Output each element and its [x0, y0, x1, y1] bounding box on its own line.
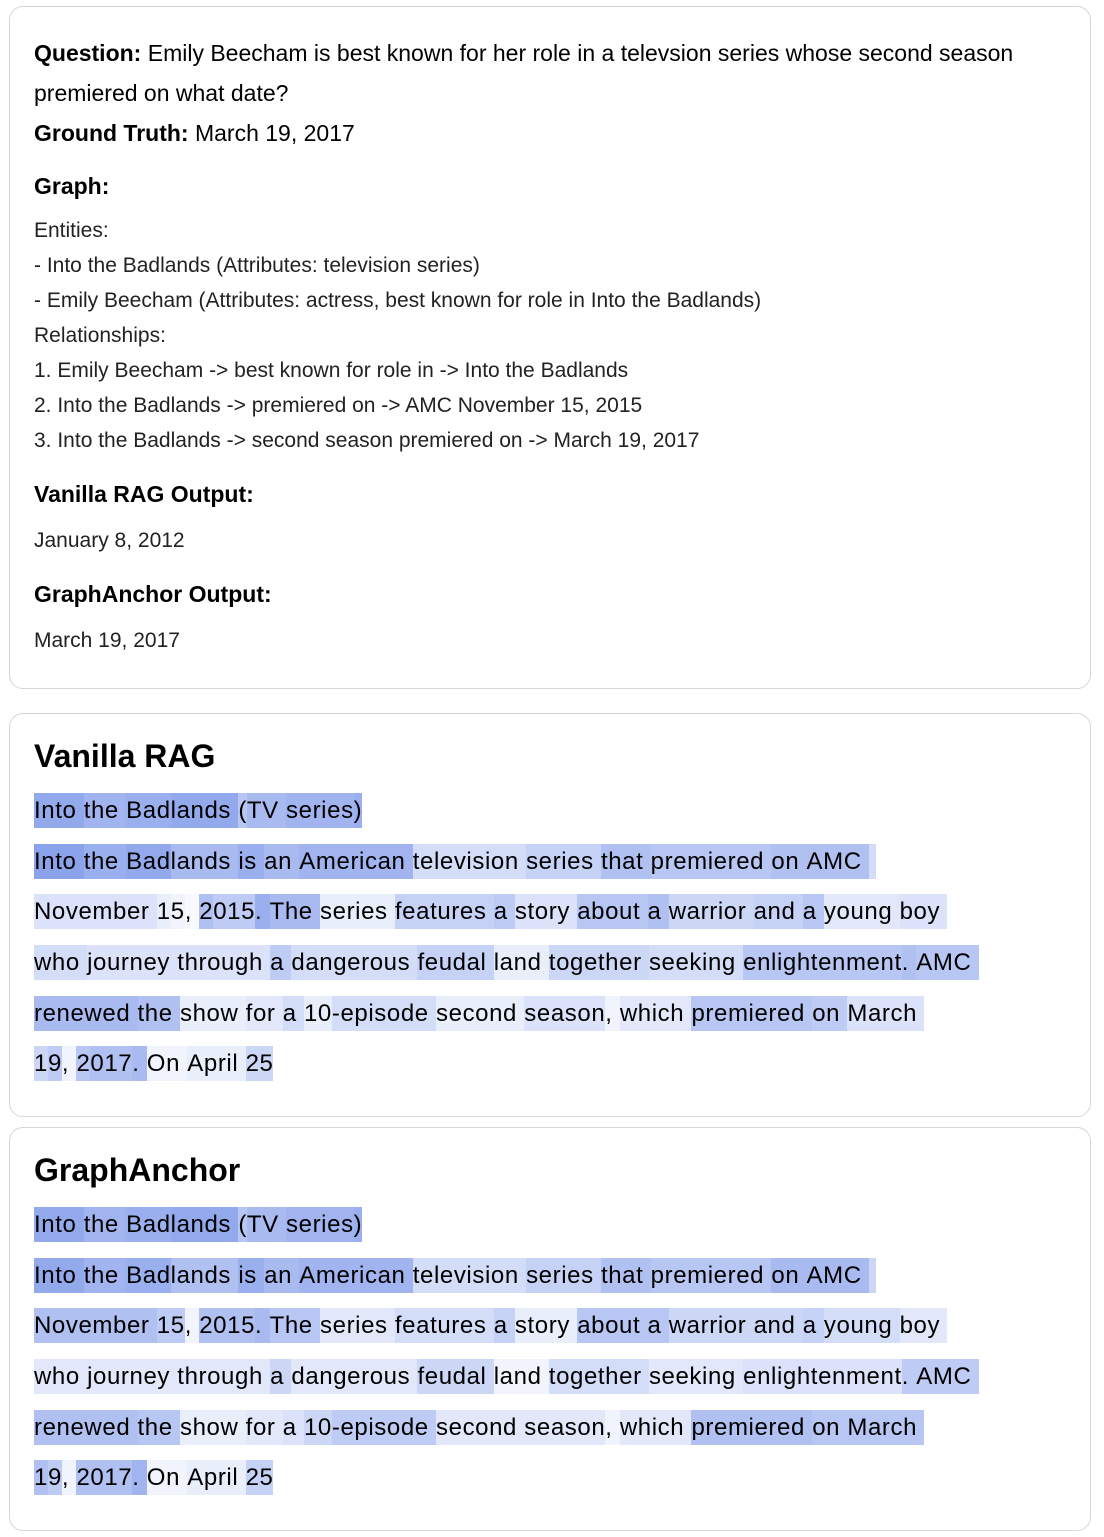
- heatmap-token: Into: [34, 1258, 84, 1293]
- heatmap-token: -episode: [332, 1410, 436, 1445]
- graph-line: - Into the Badlands (Attributes: television series): [34, 254, 480, 277]
- heatmap-token: ,: [185, 894, 200, 929]
- question-row: [34, 33, 1074, 113]
- heatmap-token: who: [34, 945, 87, 980]
- heatmap-token: enlightenment: [743, 1359, 902, 1394]
- heatmap-token: lands: [171, 1258, 239, 1293]
- heatmap-token: Bad: [126, 844, 171, 879]
- info-content: [34, 33, 1074, 656]
- heatmap-token: The: [270, 894, 320, 929]
- heatmap-token: -episode: [332, 996, 436, 1031]
- heatmap-token: 2: [76, 1046, 90, 1081]
- heatmap-token: and: [754, 1308, 803, 1343]
- heatmap-line: [34, 1460, 1079, 1511]
- heatmap-token: 25: [246, 1460, 274, 1495]
- heatmap-token: ,: [62, 1460, 77, 1495]
- heatmap-token: American: [299, 844, 412, 879]
- heatmap-token: series: [526, 844, 601, 879]
- heatmap-line: [34, 1046, 1079, 1097]
- heatmap-token: a: [803, 894, 824, 929]
- heatmap-token: 1: [34, 1046, 48, 1081]
- heatmap-token: 1: [157, 894, 171, 929]
- heatmap-token: the: [138, 996, 180, 1031]
- heatmap-token: through: [177, 945, 270, 980]
- heatmap-token: second: [436, 996, 524, 1031]
- heatmap-line: [34, 1359, 1079, 1410]
- heatmap-token: April: [187, 1460, 245, 1495]
- vanilla-rag-heatmap: [34, 793, 1079, 1097]
- heatmap-token: 2017: [76, 1460, 132, 1495]
- graphanchor-heatmap: [34, 1207, 1079, 1511]
- graphanchor-output-heading: GraphAnchor Output:: [34, 581, 272, 607]
- heatmap-token: TV: [247, 1207, 286, 1242]
- heatmap-token: Into: [34, 793, 84, 828]
- heatmap-token: dangerous: [291, 945, 417, 980]
- heatmap-token: journey: [87, 1359, 177, 1394]
- heatmap-token: .: [255, 1308, 270, 1343]
- question-text: Emily Beecham is best known for her role in a televsion series whose second season premiered on what date?: [34, 40, 1014, 106]
- vanilla-rag-card: [9, 713, 1091, 1117]
- heatmap-line: [34, 1308, 1079, 1359]
- heatmap-token: the: [84, 844, 126, 879]
- heatmap-token: 017: [90, 1046, 132, 1081]
- heatmap-token: TV: [247, 793, 286, 828]
- heatmap-token: Into: [34, 1207, 84, 1242]
- heatmap-token: story: [515, 894, 577, 929]
- vanilla-output-heading: Vanilla RAG Output:: [34, 481, 254, 507]
- heatmap-token: the: [84, 1258, 126, 1293]
- heatmap-token: dangerous: [291, 1359, 417, 1394]
- heatmap-token: Bad: [126, 1207, 171, 1242]
- heatmap-token: a: [283, 1410, 304, 1445]
- heatmap-token: renewed: [34, 996, 138, 1031]
- heatmap-token: ,: [605, 1410, 620, 1445]
- heatmap-token: March: [847, 1410, 924, 1445]
- heatmap-token: ): [354, 793, 363, 828]
- heatmap-token: .: [902, 1359, 917, 1394]
- heatmap-line: [34, 1258, 1079, 1309]
- heatmap-token: ,: [605, 996, 620, 1031]
- heatmap-token: the: [84, 1207, 126, 1242]
- heatmap-token: 2: [199, 894, 213, 929]
- heatmap-token: .: [255, 894, 270, 929]
- heatmap-token: that: [601, 1258, 651, 1293]
- heatmap-token: that: [601, 844, 651, 879]
- heatmap-token: The: [270, 1308, 320, 1343]
- ground-truth-row: [34, 113, 1074, 153]
- heatmap-token: 2015: [199, 1308, 255, 1343]
- graphanchor-card: [9, 1127, 1091, 1531]
- heatmap-token: AMC: [916, 945, 978, 980]
- heatmap-token: the: [138, 1410, 180, 1445]
- graph-line: - Emily Beecham (Attributes: actress, best known for role in Into the Badlands): [34, 289, 762, 312]
- heatmap-token: feudal: [417, 1359, 493, 1394]
- heatmap-line: [34, 1410, 1079, 1461]
- ground-truth-label: Ground Truth:: [34, 120, 189, 146]
- heatmap-token: [869, 1258, 876, 1293]
- heatmap-token: ,: [62, 1046, 77, 1081]
- heatmap-token: AMC: [807, 844, 869, 879]
- heatmap-token: boy: [900, 1308, 948, 1343]
- heatmap-token: Bad: [126, 793, 171, 828]
- heatmap-token: television: [413, 1258, 526, 1293]
- heatmap-token: lands: [171, 844, 239, 879]
- heatmap-token: together: [549, 1359, 649, 1394]
- heatmap-token: on: [771, 844, 806, 879]
- heatmap-token: is: [238, 1258, 264, 1293]
- graphanchor-title: GraphAnchor: [34, 1152, 241, 1188]
- heatmap-token: series: [286, 793, 354, 828]
- graphanchor-output-value: March 19, 2017: [34, 629, 180, 652]
- vanilla-output-value: January 8, 2012: [34, 529, 185, 552]
- heatmap-token: 10: [304, 996, 332, 1031]
- graph-line: Relationships:: [34, 324, 166, 347]
- graph-heading: Graph:: [34, 173, 110, 199]
- heatmap-token: 015: [213, 894, 255, 929]
- heatmap-token: on: [771, 1258, 806, 1293]
- heatmap-token: feudal: [417, 945, 493, 980]
- heatmap-token: second: [436, 1410, 524, 1445]
- heatmap-token: Into: [34, 844, 84, 879]
- heatmap-token: a: [270, 1359, 291, 1394]
- heatmap-token: .: [902, 945, 917, 980]
- heatmap-token: on: [812, 1410, 847, 1445]
- heatmap-token: which: [620, 996, 692, 1031]
- heatmap-token: for: [246, 1410, 283, 1445]
- question-label: Question:: [34, 40, 142, 66]
- info-card: [9, 6, 1091, 689]
- heatmap-token: April: [187, 1046, 245, 1081]
- heatmap-token: AMC: [807, 1258, 869, 1293]
- heatmap-token: 1: [34, 1460, 48, 1495]
- heatmap-token: a: [803, 1308, 824, 1343]
- heatmap-token: and: [754, 894, 803, 929]
- heatmap-token: enlightenment: [743, 945, 902, 980]
- heatmap-token: about: [577, 1308, 647, 1343]
- heatmap-token: boy: [900, 894, 948, 929]
- heatmap-token: for: [246, 996, 283, 1031]
- heatmap-token: lands: [171, 1207, 239, 1242]
- heatmap-token: which: [620, 1410, 692, 1445]
- heatmap-token: warrior: [669, 1308, 754, 1343]
- heatmap-token: land: [494, 945, 549, 980]
- heatmap-line: [34, 996, 1079, 1047]
- heatmap-token: a: [494, 894, 515, 929]
- heatmap-token: .: [132, 1046, 147, 1081]
- heatmap-token: television: [413, 844, 526, 879]
- heatmap-token: (: [238, 793, 247, 828]
- heatmap-token: (: [238, 1207, 247, 1242]
- graph-line: 1. Emily Beecham -> best known for role in -> Into the Badlands: [34, 359, 629, 382]
- heatmap-token: March: [847, 996, 924, 1031]
- ground-truth-text: March 19, 2017: [194, 120, 355, 146]
- heatmap-token: November: [34, 894, 157, 929]
- heatmap-token: premiered: [691, 1410, 812, 1445]
- heatmap-token: show: [180, 1410, 246, 1445]
- heatmap-token: a: [283, 996, 304, 1031]
- heatmap-token: warrior: [669, 894, 754, 929]
- heatmap-token: journey: [87, 945, 177, 980]
- heatmap-token: ,: [185, 1308, 200, 1343]
- heatmap-token: 9: [48, 1460, 62, 1495]
- graph-lines: [34, 213, 1074, 458]
- heatmap-token: is: [238, 844, 264, 879]
- heatmap-token: 10: [304, 1410, 332, 1445]
- heatmap-token: .: [132, 1460, 147, 1495]
- vanilla-rag-title: Vanilla RAG: [34, 738, 216, 774]
- heatmap-token: land: [494, 1359, 549, 1394]
- heatmap-line: [34, 894, 1079, 945]
- heatmap-token: American: [299, 1258, 412, 1293]
- heatmap-line: [34, 945, 1079, 996]
- heatmap-token: an: [264, 844, 299, 879]
- heatmap-token: seeking: [649, 1359, 743, 1394]
- heatmap-token: features: [395, 894, 494, 929]
- heatmap-token: lands: [171, 793, 239, 828]
- heatmap-token: November: [34, 1308, 157, 1343]
- heatmap-token: young: [824, 1308, 900, 1343]
- heatmap-token: 5: [171, 894, 185, 929]
- heatmap-token: 15: [157, 1308, 185, 1343]
- heatmap-token: seeking: [649, 945, 743, 980]
- heatmap-token: series: [526, 1258, 601, 1293]
- graph-line: 3. Into the Badlands -> second season premiered on -> March 19, 2017: [34, 429, 700, 452]
- heatmap-token: ): [354, 1207, 363, 1242]
- heatmap-token: who: [34, 1359, 87, 1394]
- graph-line: 2. Into the Badlands -> premiered on -> AMC November 15, 2015: [34, 394, 643, 417]
- heatmap-token: young: [824, 894, 900, 929]
- heatmap-line: [34, 844, 1079, 895]
- heatmap-token: On: [147, 1046, 187, 1081]
- heatmap-token: story: [515, 1308, 577, 1343]
- heatmap-token: series: [286, 1207, 354, 1242]
- heatmap-token: [869, 844, 876, 879]
- heatmap-token: series: [320, 1308, 395, 1343]
- heatmap-line: [34, 793, 1079, 844]
- heatmap-token: On: [147, 1460, 187, 1495]
- heatmap-token: Bad: [126, 1258, 171, 1293]
- heatmap-token: on: [812, 996, 847, 1031]
- heatmap-token: season: [524, 996, 605, 1031]
- heatmap-token: a: [648, 1308, 669, 1343]
- heatmap-token: show: [180, 996, 246, 1031]
- heatmap-token: features: [395, 1308, 494, 1343]
- heatmap-token: together: [549, 945, 649, 980]
- heatmap-token: a: [270, 945, 291, 980]
- heatmap-token: series: [320, 894, 395, 929]
- heatmap-token: premiered: [651, 844, 772, 879]
- heatmap-token: an: [264, 1258, 299, 1293]
- heatmap-token: 9: [48, 1046, 62, 1081]
- heatmap-token: a: [648, 894, 669, 929]
- heatmap-token: the: [84, 793, 126, 828]
- heatmap-token: premiered: [651, 1258, 772, 1293]
- heatmap-token: season: [524, 1410, 605, 1445]
- heatmap-line: [34, 1207, 1079, 1258]
- heatmap-token: renewed: [34, 1410, 138, 1445]
- heatmap-token: about: [577, 894, 647, 929]
- heatmap-token: AMC: [916, 1359, 978, 1394]
- heatmap-token: 25: [246, 1046, 274, 1081]
- heatmap-token: a: [494, 1308, 515, 1343]
- graph-line: Entities:: [34, 219, 109, 242]
- heatmap-token: through: [177, 1359, 270, 1394]
- heatmap-token: premiered: [691, 996, 812, 1031]
